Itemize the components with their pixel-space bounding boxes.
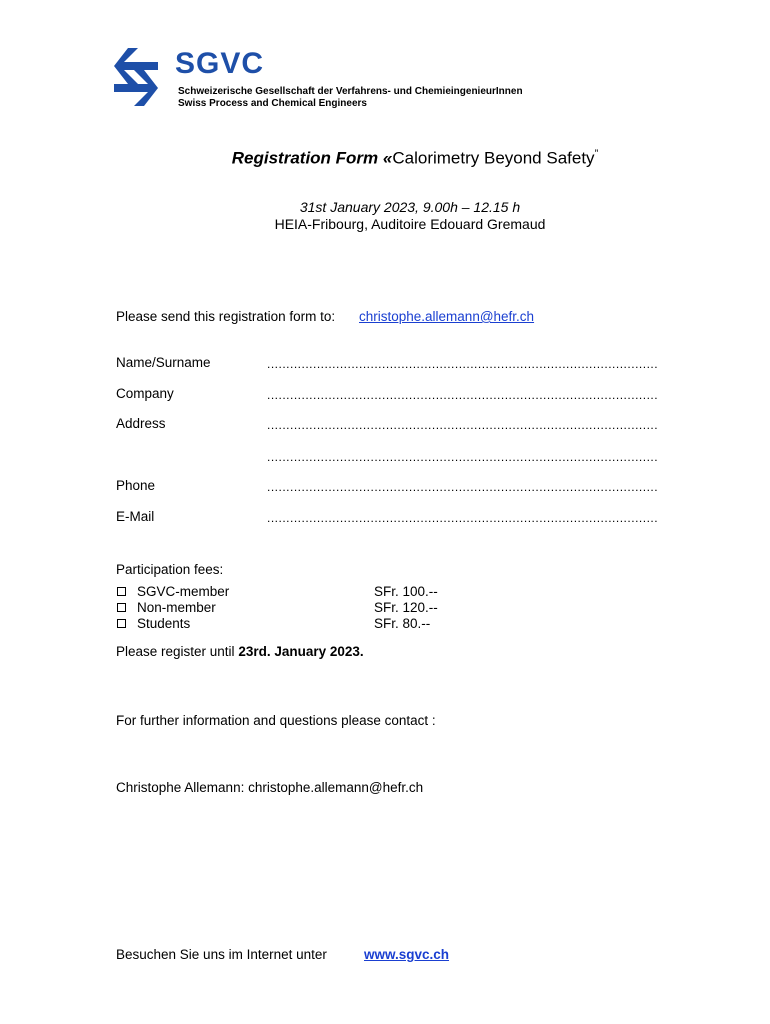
logo-wordmark: SGVC [175,47,265,80]
fee-price: SFr. 120.-- [374,600,438,615]
send-email-link[interactable]: christophe.allemann@hefr.ch [359,309,535,324]
title-suffix: ” [594,148,599,160]
further-info-text: For further information and questions please contact : [116,713,436,728]
field-line-address-2[interactable]: ...................................................................................................... [267,450,659,464]
fee-price: SFr. 100.-- [374,584,438,599]
fee-name: SGVC-member [137,584,230,599]
fee-option-non-member[interactable] [116,600,456,616]
deadline-date: 23rd. January 2023. [238,644,364,659]
contact-line: Christophe Allemann: christophe.allemann@hefr.ch [116,780,424,795]
field-label-email: E-Mail [116,509,155,524]
sgvc-logo-icon [114,48,158,106]
field-label-company: Company [116,386,174,401]
fees-title: Participation fees: [116,562,224,577]
field-line-email[interactable]: ...................................................................................................... [267,511,659,525]
website-link[interactable]: www.sgvc.ch [364,947,450,962]
fee-price: SFr. 80.-- [374,616,431,631]
fee-name: Students [137,616,191,631]
event-date: 31st January 2023, 9.00h – 12.15 h [299,199,521,215]
org-name-german: Schweizerische Gesellschaft der Verfahrens- und ChemieingenieurInnen [178,86,523,97]
field-label-phone: Phone [116,478,156,493]
footer-visit-label: Besuchen Sie uns im Internet unter [116,947,327,962]
field-label-address: Address [116,416,166,431]
checkbox-icon[interactable] [117,603,126,612]
fee-option-students[interactable] [116,616,456,632]
event-venue: HEIA-Fribourg, Auditoire Edouard Gremaud [274,216,546,232]
title-prefix: Registration Form « [231,148,393,168]
field-line-address-1[interactable]: ...................................................................................................... [267,418,659,432]
checkbox-icon[interactable] [117,587,126,596]
deadline-prefix: Please register until [116,644,239,659]
field-line-company[interactable]: ...................................................................................................... [267,388,659,402]
field-line-phone[interactable]: ...................................................................................................... [267,480,659,494]
field-label-name: Name/Surname [116,355,211,370]
fee-option-sgvc-member[interactable] [116,584,456,600]
field-line-name[interactable]: ...................................................................................................... [267,357,659,371]
checkbox-icon[interactable] [117,619,126,628]
fee-name: Non-member [137,600,216,615]
title-main: Calorimetry Beyond Safety [392,148,595,168]
page-title [0,144,770,169]
registration-deadline [116,644,364,660]
send-instruction: Please send this registration form to: [116,309,336,324]
org-name-english: Swiss Process and Chemical Engineers [178,98,367,109]
